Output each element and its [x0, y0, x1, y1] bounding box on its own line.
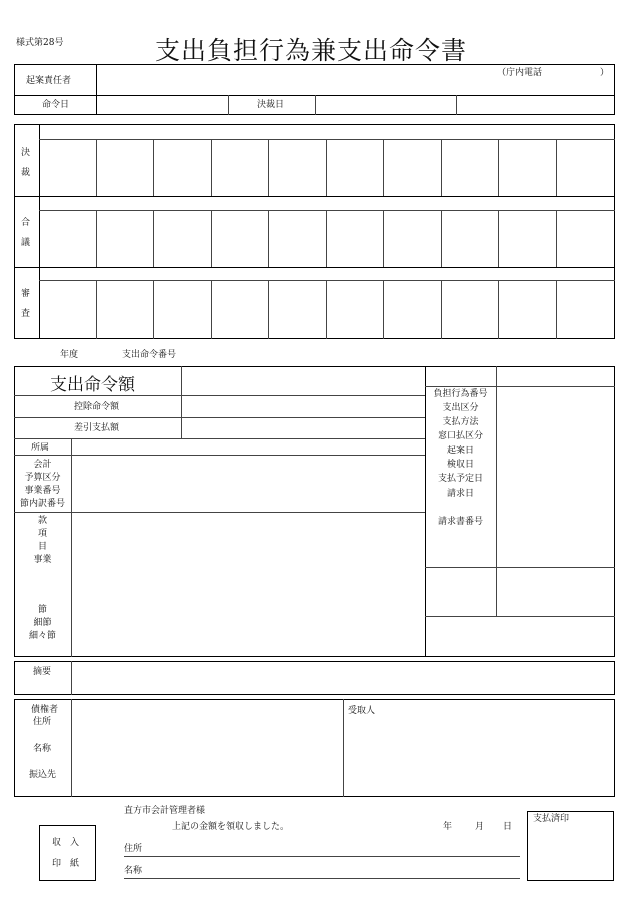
dept-field[interactable] [73, 440, 423, 454]
right-values-field[interactable] [498, 388, 613, 566]
creditor-address-label: 住所 [33, 717, 52, 727]
consult-label-1: 合 [21, 218, 31, 228]
receipt-name-label: 名称 [124, 866, 143, 876]
budget-label-0: 会計 [33, 460, 52, 470]
right-label-6: 支払予定日 [437, 474, 483, 484]
year-label: 年 [443, 822, 453, 832]
right-label-7: 請求日 [446, 489, 474, 499]
right-label-5: 検収日 [446, 460, 474, 470]
section-label-1: 細節 [33, 618, 52, 628]
recipient-label: 受取人 [348, 706, 376, 716]
invoice-number-label: 請求書番号 [437, 517, 483, 527]
summary-field[interactable] [73, 663, 613, 693]
decision-label-1: 決 [21, 148, 31, 158]
form-number: 様式第28号 [16, 38, 64, 48]
order-amount-label: 支出命令額 [50, 375, 135, 395]
page-title: 支出負担行為兼支出命令書 [155, 36, 468, 65]
dept-label: 所属 [31, 443, 50, 453]
account-label-0: 款 [37, 516, 47, 526]
summary-label: 摘要 [33, 667, 52, 677]
order-number-label: 支出命令番号 [122, 350, 177, 360]
review-label-1: 審 [21, 289, 31, 299]
creditor-label: 債権者 [31, 705, 59, 715]
phone-label: （庁内電話 [497, 68, 543, 78]
approval-grid [14, 124, 615, 339]
net-payment-field[interactable] [183, 419, 423, 437]
budget-field[interactable] [73, 457, 423, 511]
recipient-field[interactable] [345, 718, 613, 795]
paid-stamp-label: 支払済印 [533, 814, 570, 824]
revenue-stamp-box [39, 825, 96, 881]
receipt-name-field[interactable] [146, 864, 518, 877]
receipt-statement: 上記の金額を領収しました。 [172, 822, 290, 832]
stamp-label-1: 収 入 [52, 838, 80, 848]
phone-field[interactable] [545, 66, 597, 80]
section-label-2: 細々節 [28, 631, 56, 641]
review-label-2: 査 [21, 309, 31, 319]
deduction-field[interactable] [183, 397, 423, 416]
month-label: 月 [475, 822, 485, 832]
fiscal-year-label: 年度 [60, 350, 79, 360]
order-amount-field[interactable] [183, 368, 423, 394]
budget-label-2: 事業番号 [24, 486, 61, 496]
proposer-label: 起案責任者 [26, 76, 72, 86]
account-label-3: 事業 [33, 555, 52, 565]
consult-label-2: 議 [21, 238, 31, 248]
stamp-label-2: 印 紙 [52, 859, 80, 869]
right-label-3: 窓口払区分 [437, 431, 483, 441]
account-field[interactable] [73, 514, 423, 655]
day-label: 日 [503, 822, 513, 832]
section-label-0: 節 [37, 605, 47, 615]
right-label-4: 起案日 [446, 446, 474, 456]
right-label-1: 支出区分 [442, 403, 479, 413]
right-label-2: 支払方法 [442, 417, 479, 427]
transfer-label: 振込先 [29, 770, 57, 780]
phone-close: ） [600, 68, 610, 78]
receipt-address-field[interactable] [146, 842, 518, 855]
right-label-0: 負担行為番号 [433, 389, 488, 399]
creditor-name-label: 名称 [33, 744, 52, 754]
deduction-label: 控除命令額 [74, 402, 120, 412]
order-date-field[interactable] [98, 97, 226, 113]
proposer-field[interactable] [98, 66, 493, 94]
account-label-1: 項 [37, 529, 47, 539]
creditor-field[interactable] [73, 701, 341, 795]
decision-label-2: 裁 [21, 168, 31, 178]
net-payment-label: 差引支払額 [74, 423, 120, 433]
order-date-label: 命令日 [42, 100, 70, 110]
addressee: 直方市会計管理者様 [124, 806, 206, 816]
budget-label-1: 予算区分 [24, 473, 61, 483]
account-label-2: 目 [37, 542, 47, 552]
receipt-address-label: 住所 [124, 844, 143, 854]
decision-date-label: 決裁日 [257, 100, 285, 110]
decision-date-field[interactable] [317, 97, 454, 113]
budget-label-3: 節内訳番号 [19, 499, 65, 509]
